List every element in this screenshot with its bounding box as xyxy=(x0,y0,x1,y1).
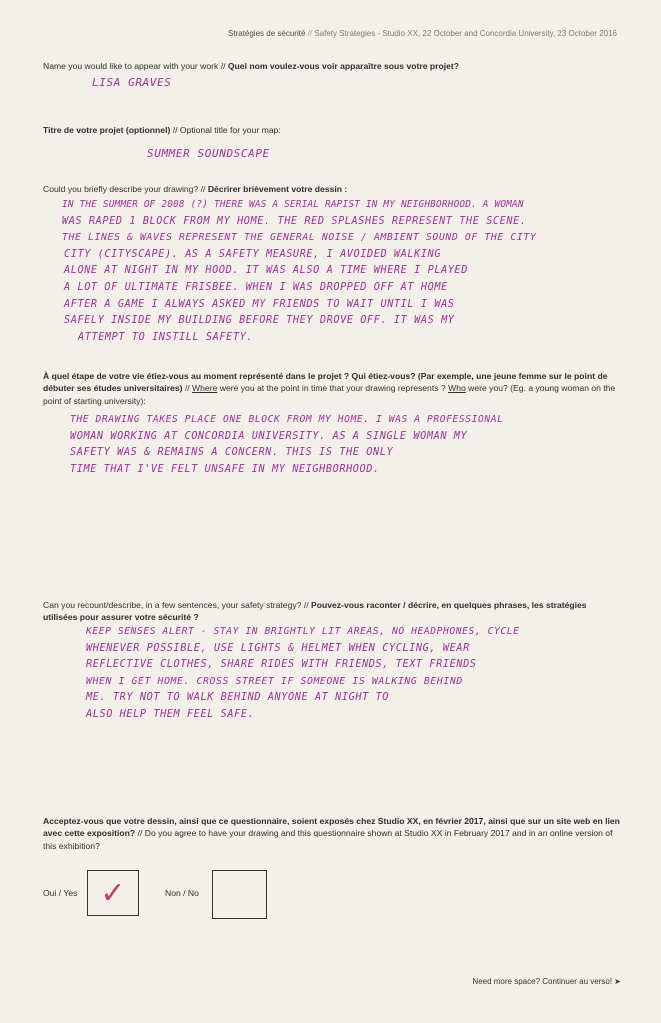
question-consent xyxy=(43,815,623,852)
answer-describe-line: WAS RAPED 1 BLOCK FROM MY HOME. THE RED SPLASHES REPRESENT THE SCENE. xyxy=(62,215,527,227)
question-where-en-who: Who xyxy=(448,383,466,394)
answer-strategy-line: ME. TRY NOT TO WALK BEHIND ANYONE AT NIGHT TO xyxy=(86,692,390,704)
question-strategy xyxy=(43,599,623,624)
yes-label: Oui / Yes xyxy=(43,888,78,898)
answer-where-line: WOMAN WORKING AT CONCORDIA UNIVERSITY. AS A SINGLE WOMAN MY xyxy=(70,430,468,442)
no-label: Non / No xyxy=(165,888,199,898)
question-where-en-where: Where xyxy=(192,383,218,394)
question-consent-fr: Acceptez-vous que votre dessin, ainsi que ce questionnaire, soient exposés chez Studio XX, en février 2017, ainsi que sur un site web en lien avec cette exposition? xyxy=(43,816,620,839)
answer-strategy-line: WHEN I GET HOME. CROSS STREET IF SOMEONE IS WALKING BEHIND xyxy=(86,675,463,687)
question-name-fr: Quel nom voulez-vous voir apparaître sous votre projet? xyxy=(227,61,459,71)
answer-strategy xyxy=(86,624,626,724)
answer-describe-line: A LOT OF ULTIMATE FRISBEE. WHEN I WAS DROPPED OFF AT HOME xyxy=(64,281,448,293)
answer-where-line: TIME THAT I'VE FELT UNSAFE IN MY NEIGHBORHOOD. xyxy=(70,463,380,475)
question-title xyxy=(43,124,281,136)
answer-where-line: THE DRAWING TAKES PLACE ONE BLOCK FROM MY HOME. I WAS A PROFESSIONAL xyxy=(70,414,504,425)
question-where xyxy=(43,370,623,407)
answer-describe-line: ALONE AT NIGHT IN MY HOOD. IT WAS ALSO A TIME WHERE I PLAYED xyxy=(64,265,469,277)
answer-where xyxy=(70,412,630,478)
answer-describe-line: IN THE SUMMER OF 2008 (?) THERE WAS A SERIAL RAPIST IN MY NEIGHBORHOOD. A WOMAN xyxy=(62,199,524,210)
question-where-fr: À quel étape de votre vie étiez-vous au moment représenté dans le projet ? Qui étiez-vous? (Par exemple, une jeune femme sur le point de débuter ses études universitaires) xyxy=(43,371,608,394)
page-header xyxy=(228,29,617,38)
answer-title: SUMMER SOUNDSCAPE xyxy=(147,147,270,160)
answer-strategy-line: REFLECTIVE CLOTHES, SHARE RIDES WITH FRIENDS, TEXT FRIENDS xyxy=(86,659,477,671)
answer-describe-line: SAFELY INSIDE MY BUILDING BEFORE THEY DROVE OFF. IT WAS MY xyxy=(64,315,455,327)
question-title-fr: Titre de votre projet (optionnel) xyxy=(43,125,171,135)
answer-describe-line: THE LINES & WAVES REPRESENT THE GENERAL NOISE / AMBIENT SOUND OF THE CITY xyxy=(62,232,537,244)
answer-describe xyxy=(62,197,622,346)
no-checkbox[interactable] xyxy=(212,870,267,919)
question-name-sep: // xyxy=(220,61,226,71)
answer-describe-line: CITY (CITYSCAPE). AS A SAFETY MEASURE, I AVOIDED WALKING xyxy=(64,248,442,260)
answer-where-line: SAFETY WAS & REMAINS A CONCERN. THIS IS THE ONLY xyxy=(70,447,394,459)
question-strategy-en: Can you recount/describe, in a few sentences, your safety strategy? xyxy=(43,600,302,610)
question-title-en: Optional title for your map: xyxy=(179,125,281,135)
question-describe-sep: // xyxy=(200,184,206,194)
question-where-en-mid: were you at the point in time that your drawing represents ? xyxy=(219,383,446,394)
checkmark-icon: ✓ xyxy=(100,877,126,910)
question-describe xyxy=(43,183,347,195)
question-strategy-sep: // xyxy=(303,600,309,610)
answer-name: LISA GRAVES xyxy=(92,76,172,89)
answer-strategy-line: ALSO HELP THEM FEEL SAFE. xyxy=(86,708,255,720)
question-describe-en: Could you briefly describe your drawing? xyxy=(43,184,199,194)
question-describe-fr: Décrirer brièvement votre dessin : xyxy=(207,184,348,194)
question-strategy-fr: Pouvez-vous raconter / décrire, en quelques phrases, les stratégies utilisées pour assurer votre sécurité ? xyxy=(43,600,587,623)
question-consent-en: Do you agree to have your drawing and this questionnaire shown at Studio XX in February 2017 and in an online version of this exhibition? xyxy=(43,828,613,851)
question-consent-sep: // xyxy=(137,828,143,839)
yes-checkbox[interactable] xyxy=(87,870,139,916)
header-english: Safety Strategies - Studio XX, 22 October and Concordia University, 23 October 2016 xyxy=(314,29,617,38)
question-title-sep: // xyxy=(172,125,178,135)
question-name xyxy=(43,60,459,72)
question-where-sep: // xyxy=(184,383,190,394)
footer-note xyxy=(472,977,621,986)
answer-strategy-line: WHENEVER POSSIBLE, USE LIGHTS & HELMET WHEN CYCLING, WEAR xyxy=(86,642,470,654)
answer-describe-line: ATTEMPT TO INSTILL SAFETY. xyxy=(78,331,254,343)
header-separator: // xyxy=(307,29,313,38)
answer-describe-line: AFTER A GAME I ALWAYS ASKED MY FRIENDS TO WAIT UNTIL I WAS xyxy=(64,298,455,310)
arrow-right-icon: ➤ xyxy=(614,977,621,986)
footer-text: Need more space? Continuer au verso! xyxy=(472,977,613,986)
answer-strategy-line: KEEP SENSES ALERT - STAY IN BRIGHTLY LIT AREAS, NO HEADPHONES, CYCLE xyxy=(86,626,520,637)
question-where-en-end: were you? (Eg. a young woman on the point of starting university): xyxy=(43,383,616,406)
header-french: Stratégies de sécurité xyxy=(228,29,306,38)
question-name-en: Name you would like to appear with your work xyxy=(43,61,219,71)
